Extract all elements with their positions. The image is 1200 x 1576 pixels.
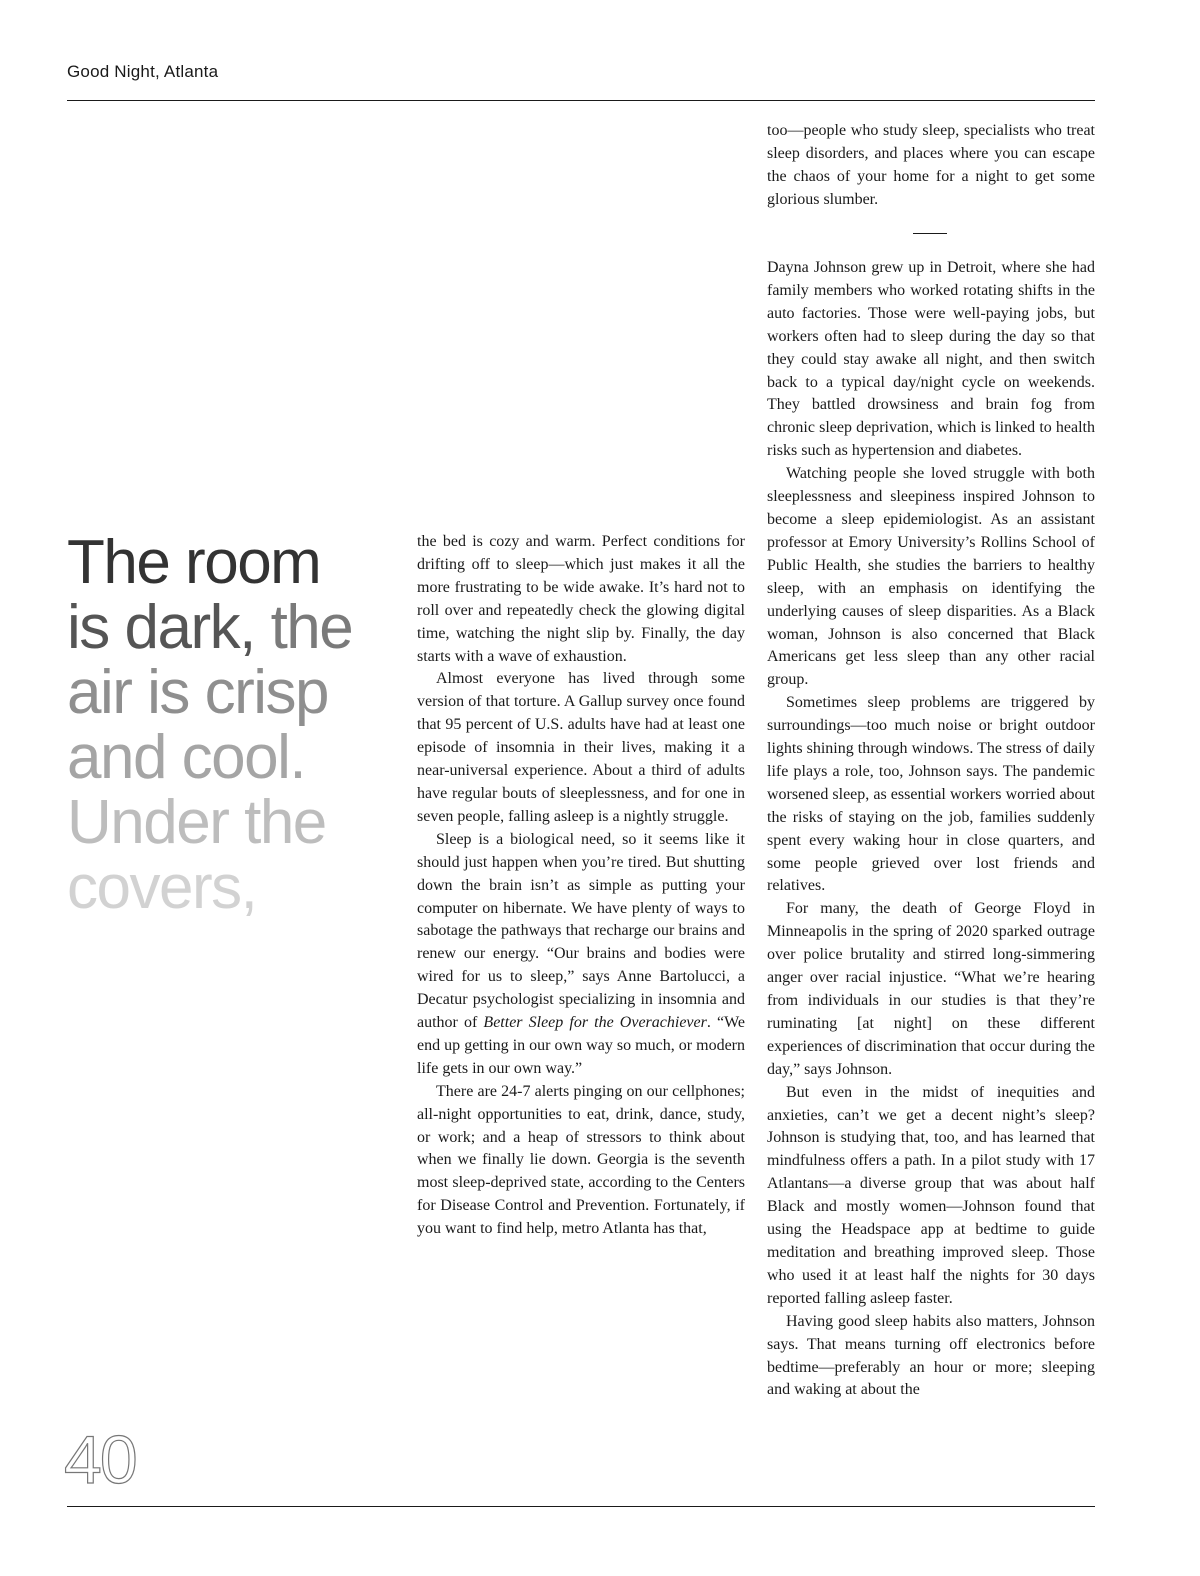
paragraph: Dayna Johnson grew up in Detroit, where she had family members who worked rotating shifts in the auto factories. Those were well-paying jobs, but workers often had to sleep during the day so that they could stay awake all night, and then switch back to a typical day/night cycle on weekends. They battled drowsiness and brain fog from chronic sleep deprivation, which is linked to health risks such as hypertension and diabetes. [767,259,1095,460]
paragraph-text-end: . “We end up getting in our own way so much, or modern life gets in our own way.” [417,1014,746,1077]
paragraph: For many, the death of George Floyd in Minneapolis in the spring of 2020 sparked outrage over police brutality and stirred long-simmering anger over racial injustice. “What we’re hearing from individuals in our studies is that they’re ruminating [at night] on these different experiences of discrimination that occur during the day,” says Johnson. [767,900,1095,1078]
section-break-rule [913,233,947,234]
bottom-rule [67,1506,1095,1507]
pull-quote-line-1: The room [67,528,321,597]
pull-quote-line-5: and cool. [67,723,306,792]
top-rule [67,100,1095,101]
paragraph: Almost everyone has lived through some version of that torture. A Gallup survey once found that 95 percent of U.S. adults have had at least one episode of insomnia in their lives, making it a near-universal experience. About a third of adults have regular bouts of sleeplessness, and for one in seven people, falling asleep is a nightly struggle. [417,670,745,825]
paragraph-text: Sleep is a biological need, so it seems like it should just happen when you’re tired. But shutting down the brain isn’t as simple as putting your computer on hibernate. We have plenty of ways to sabotage the pathways that recharge our brains and renew our energy. “Our brains and bodies were wired for us to sleep,” says Anne Bartolucci, a Decatur psychologist specializing in insomnia and author of [417,830,745,1032]
pull-quote-line-7: covers, [67,853,257,922]
paragraph [417,829,745,1081]
running-head: Good Night, Atlanta [67,62,219,81]
pull-quote-line-3: the [270,593,353,662]
pull-quote-line-4: air is crisp [67,658,329,727]
paragraph: But even in the midst of inequities and anxieties, can’t we get a decent night’s sleep? Johnson is studying that, too, and has learned that mindfulness offers a path. In a pilot study with 17 Atlantans—a diverse group that was about half Black and mostly women—Johnson found that using the Headspace app at bedtime to guide meditation and breathing improved sleep. Those who used it at least half the nights for 30 days reported falling asleep faster. [767,1083,1095,1307]
paragraph: Watching people she loved struggle with both sleeplessness and sleepiness inspired Johnson to become a sleep epidemiologist. As an assistant professor at Emory University’s Rollins School of Public Health, she studies the barriers to healthy sleep, with an emphasis on identifying the underlying causes of sleep disparities. As a Black woman, Johnson is also concerned that Black Americans get less sleep than any other racial group. [767,465,1095,689]
paragraph: There are 24-7 alerts pinging on our cellphones; all-night opportunities to eat, drink, dance, study, or work; and a heap of stressors to think about when we finally lie down. Georgia is the seventh most sleep-deprived state, according to the Centers for Disease Control and Prevention. Fortunately, if you want to find help, metro Atlanta has that, [417,1082,745,1238]
page-number: 40 [64,1422,136,1498]
pull-quote-line-6: Under the [67,788,326,857]
paragraph: too—people who study sleep, specialists who treat sleep disorders, and places where you can escape the chaos of your home for a night to get some glorious slumber. [767,122,1095,208]
article-column-right-top [767,120,1095,212]
article-column-middle [417,531,745,1241]
paragraph: Sometimes sleep problems are triggered by surroundings—too much noise or bright outdoor lights shining through windows. The stress of daily life plays a role, too, Johnson says. The pandemic worsened sleep, as essential workers worried about the risks of staying on the job, families suddenly spent every waking hour in close quarters, and some people grieved over lost friends and relatives. [767,694,1095,895]
paragraph: the bed is cozy and warm. Perfect conditions for drifting off to sleep—which just makes it all the more frustrating to be wide awake. It’s hard not to roll over and repeatedly check the glowing digital time, watching the night slip by. Finally, the day starts with a wave of exhaustion. [417,533,745,665]
book-title: Better Sleep for the Overachiever [483,1014,707,1032]
article-column-right [767,257,1095,1402]
pull-quote [67,530,387,920]
paragraph: Having good sleep habits also matters, Johnson says. That means turning off electronics before bedtime—preferably an hour or more; sleeping and waking at about the [767,1312,1095,1399]
pull-quote-line-2: is dark, [67,593,255,662]
